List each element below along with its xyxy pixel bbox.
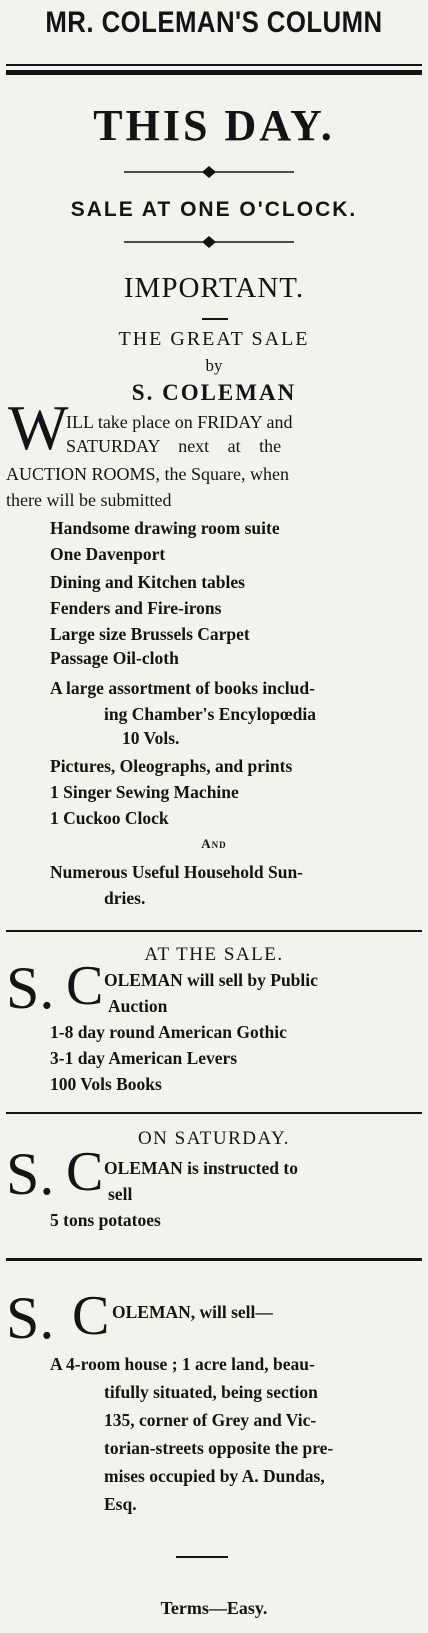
masthead-rule-thin — [6, 64, 422, 66]
at-sale-line-2: Auction — [108, 996, 168, 1016]
item-6: Passage Oil-cloth — [50, 648, 179, 668]
intro-line-3: AUCTION ROOMS, the Square, when — [6, 464, 289, 484]
saturday-heading: ON SATURDAY. — [137, 1128, 291, 1149]
intro-line-1: ILL take place on FRIDAY and — [66, 412, 293, 432]
item-2: One Davenport — [50, 544, 166, 564]
lot-1: 1-8 day round American Gothic — [50, 1022, 287, 1042]
headline: THIS DAY. — [93, 101, 335, 150]
house-desc-2: tifully situated, being section — [104, 1382, 318, 1402]
item-10: 1 Cuckoo Clock — [50, 808, 169, 828]
house-desc-6: Esq. — [104, 1494, 137, 1514]
masthead-title: MR. COLEMAN'S COLUMN — [45, 6, 383, 39]
short-rule — [202, 318, 228, 320]
by-line: by — [205, 356, 223, 375]
terms-rule — [176, 1556, 228, 1558]
item-9: 1 Singer Sewing Machine — [50, 782, 239, 802]
item-7: A large assortment of books includ- — [50, 678, 315, 698]
saturday-line-1: OLEMAN is instructed to — [104, 1158, 298, 1178]
great-sale-heading: THE GREAT SALE — [118, 328, 310, 350]
house-desc-3: 135, corner of Grey and Vic- — [104, 1410, 317, 1430]
initial-s-2: S. — [6, 1141, 55, 1207]
at-sale-line-1: OLEMAN will sell by Public — [104, 970, 318, 990]
masthead-rule-thick — [6, 70, 422, 75]
saturday-line-2: sell — [108, 1184, 133, 1204]
sale-time: SALE AT ONE O'CLOCK. — [70, 198, 358, 221]
initial-c-1: C — [66, 955, 104, 1017]
and-divider: And — [201, 836, 227, 851]
lot-2: 3-1 day American Levers — [50, 1048, 238, 1068]
item-7-cont: ing Chamber's Encylopœdia — [104, 704, 316, 724]
initial-c-2: C — [66, 1141, 104, 1203]
section-rule-3 — [6, 1258, 422, 1261]
item-11: Numerous Useful Household Sun- — [50, 862, 303, 882]
house-line-1: OLEMAN, will sell— — [112, 1302, 273, 1322]
item-11-cont: dries. — [104, 888, 146, 908]
initial-s-3: S. — [6, 1285, 55, 1351]
initial-c-3: C — [72, 1285, 110, 1347]
section-rule-2 — [6, 1112, 422, 1114]
house-desc-5: mises occupied by A. Dundas, — [104, 1466, 325, 1486]
drop-cap-w: W — [8, 392, 69, 463]
intro-line-2: SATURDAY next at the — [66, 436, 282, 456]
section-rule-1 — [6, 930, 422, 932]
ornament-divider-top — [124, 164, 294, 180]
item-7-vols: 10 Vols. — [122, 728, 180, 748]
terms-text: Terms—Easy. — [160, 1598, 268, 1618]
intro-line-4: there will be submitted — [6, 490, 172, 510]
important-heading: IMPORTANT. — [123, 272, 305, 304]
lot-3: 100 Vols Books — [50, 1074, 162, 1094]
at-sale-heading: AT THE SALE. — [144, 944, 284, 965]
ornament-divider-bottom — [124, 234, 294, 250]
item-1: Handsome drawing room suite — [50, 518, 280, 538]
item-5: Large size Brussels Carpet — [50, 624, 250, 644]
house-desc-1: A 4-room house ; 1 acre land, beau- — [50, 1354, 315, 1374]
item-8: Pictures, Oleographs, and prints — [50, 756, 293, 776]
saturday-lot-1: 5 tons potatoes — [50, 1210, 161, 1230]
house-desc-4: torian-streets opposite the pre- — [104, 1438, 334, 1458]
item-3: Dining and Kitchen tables — [50, 572, 245, 592]
initial-s-1: S. — [6, 955, 55, 1021]
item-4: Fenders and Fire-irons — [50, 598, 222, 618]
auctioneer-name: S. COLEMAN — [131, 380, 297, 405]
